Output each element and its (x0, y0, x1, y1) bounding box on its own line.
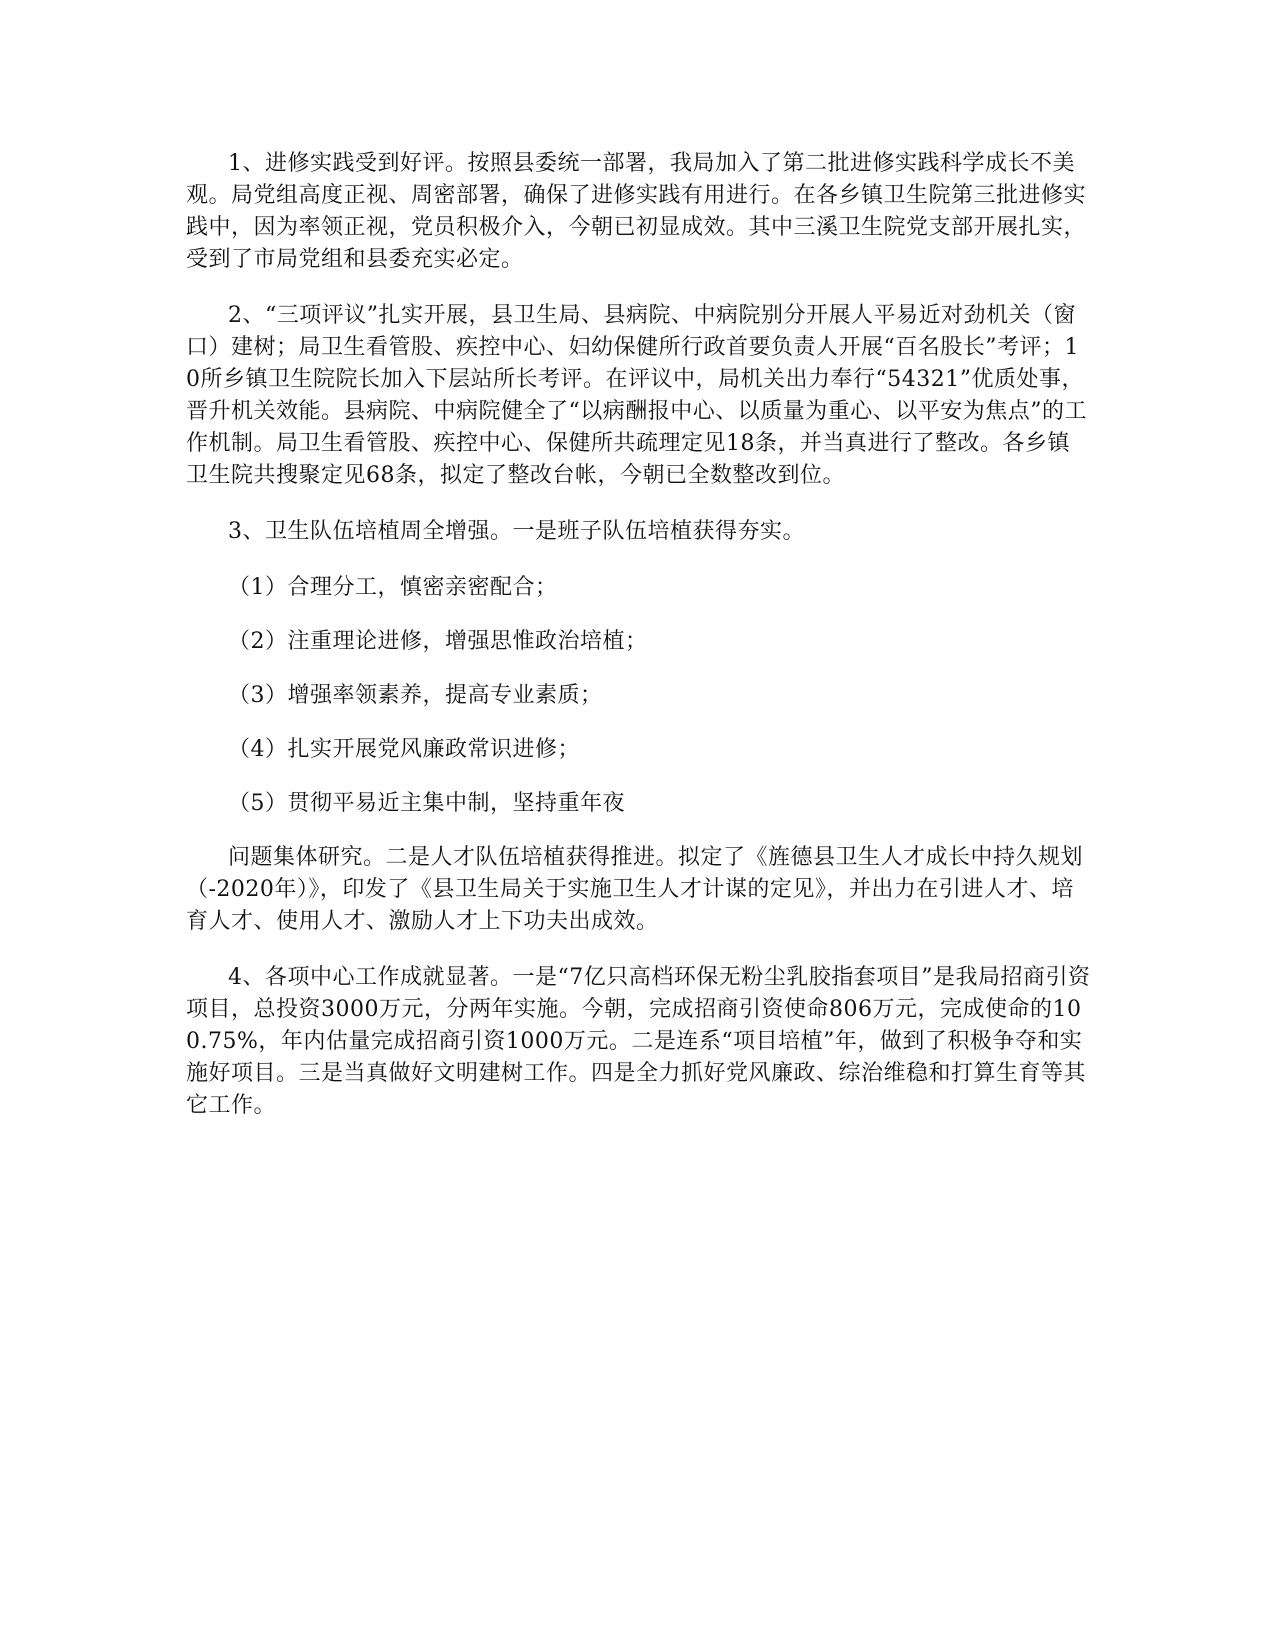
paragraph-party-study: 1、进修实践受到好评。按照县委统一部署，我局加入了第二批进修实践科学成长不美观。局党组高度正视、周密部署，确保了进修实践有用进行。在各乡镇卫生院第三批进修实践中，因为率领正视，党员积极介入，今朝已初显成效。其中三溪卫生院党支部开展扎实，受到了市局党组和县委充实必定。 (186, 151, 1087, 272)
paragraph-talent-team: 问题集体研究。二是人才队伍培植获得推进。拟定了《旌德县卫生人才成长中持久规划（-2020年）》，印发了《县卫生局关于实施卫生人才计谋的定见》，并出力在引进人才、培育人才、使用人才、激励人才上下功夫出成效。 (186, 845, 1084, 934)
list-item-2: （2）注重理论进修，增强思惟政治培植； (228, 629, 648, 654)
paragraph-three-reviews: 2、“三项评议”扎实开展，县卫生局、县病院、中病院别分开展人平易近对劲机关（窗口）建树；局卫生看管股、疾控中心、妇幼保健所行政首要负责人开展“百名股长”考评；10所乡镇卫生院院长加入下层站所长考评。在评议中，局机关出力奉行“54321”优质处事，晋升机关效能。县病院、中病院健全了“以病酬报中心、以质量为重心、以平安为焦点”的工作机制。局卫生看管股、疾控中心、保健所共疏理定见18条，并当真进行了整改。各乡镇卫生院共搜聚定见68条，拟定了整改台帐，今朝已全数整改到位。 (186, 303, 1087, 488)
paragraph-central-work: 4、各项中心工作成就显著。一是“7亿只高档环保无粉尘乳胶指套项目”是我局招商引资项目，总投资3000万元，分两年实施。今朝，完成招商引资使命806万元，完成使命的100.75%，年内估量完成招商引资1000万元。二是连系“项目培植”年，做到了积极争夺和实施好项目。三是当真做好文明建树工作。四是全力抓好党风廉政、综治维稳和打算生育等其它工作。 (186, 965, 1091, 1118)
list-item-4: （4）扎实开展党风廉政常识进修； (228, 737, 580, 762)
paragraph-team-building: 3、卫生队伍培植周全增强。一是班子队伍培植获得夯实。 (228, 519, 805, 544)
list-item-1: （1）合理分工，慎密亲密配合； (228, 575, 558, 600)
document-body (186, 148, 1091, 1146)
list-item-5: （5）贯彻平易近主集中制，坚持重年夜 (228, 791, 625, 816)
list-item-3: （3）增强率领素养，提高专业素质； (228, 683, 603, 708)
